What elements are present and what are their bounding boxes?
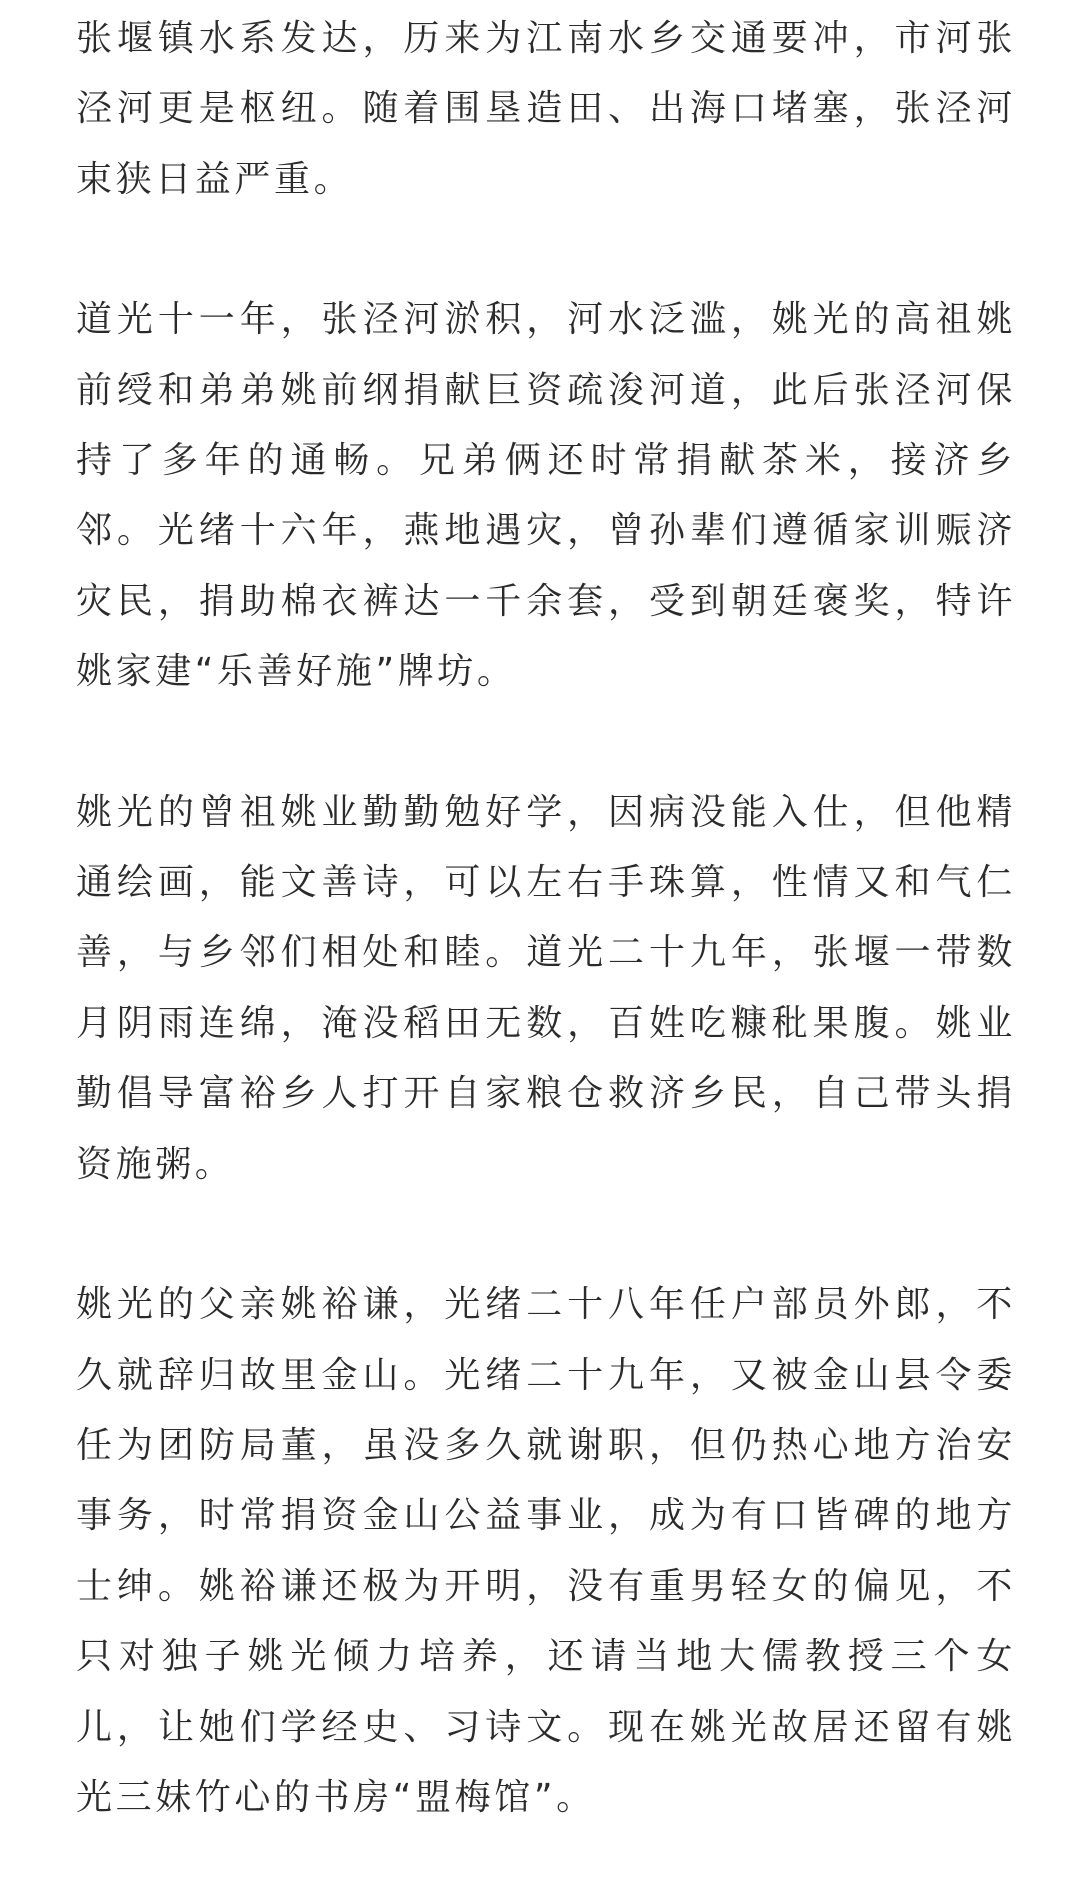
paragraph-water-system: 张堰镇水系发达，历来为江南水乡交通要冲，市河张泾河更是枢纽。随着围垦造田、出海口堵塞，张泾河束狭日益严重。	[76, 18, 1016, 200]
paragraph-great-grandfather: 姚光的曾祖姚业勤勤勉好学，因病没能入仕，但他精通绘画，能文善诗，可以左右手珠算，性情又和气仁善，与乡邻们相处和睦。道光二十九年，张堰一带数月阴雨连绵，淹没稻田无数，百姓吃糠秕果腹。姚业勤倡导富裕乡人打开自家粮仓救济乡民，自己带头捐资施粥。	[76, 791, 1016, 1185]
paragraph-father: 姚光的父亲姚裕谦，光绪二十八年任户部员外郎，不久就辞归故里金山。光绪二十九年，又被金山县令委任为团防局董，虽没多久就谢职，但仍热心地方治安事务，时常捐资金山公益事业，成为有口皆碑的地方士绅。姚裕谦还极为开明，没有重男轻女的偏见，不只对独子姚光倾力培养，还请当地大儒教授三个女儿，让她们学经史、习诗文。现在姚光故居还留有姚光三妹竹心的书房“盟梅馆”。	[76, 1284, 1016, 1818]
article-body	[76, 4, 1016, 1903]
paragraph-daoguang-dredging: 道光十一年，张泾河淤积，河水泛滥，姚光的高祖姚前绶和弟弟姚前纲捐献巨资疏浚河道，此后张泾河保持了多年的通畅。兄弟俩还时常捐献茶米，接济乡邻。光绪十六年，燕地遇灾，曾孙辈们遵循家训赈济灾民，捐助棉衣裤达一千余套，受到朝廷褒奖，特许姚家建“乐善好施”牌坊。	[76, 299, 1016, 693]
